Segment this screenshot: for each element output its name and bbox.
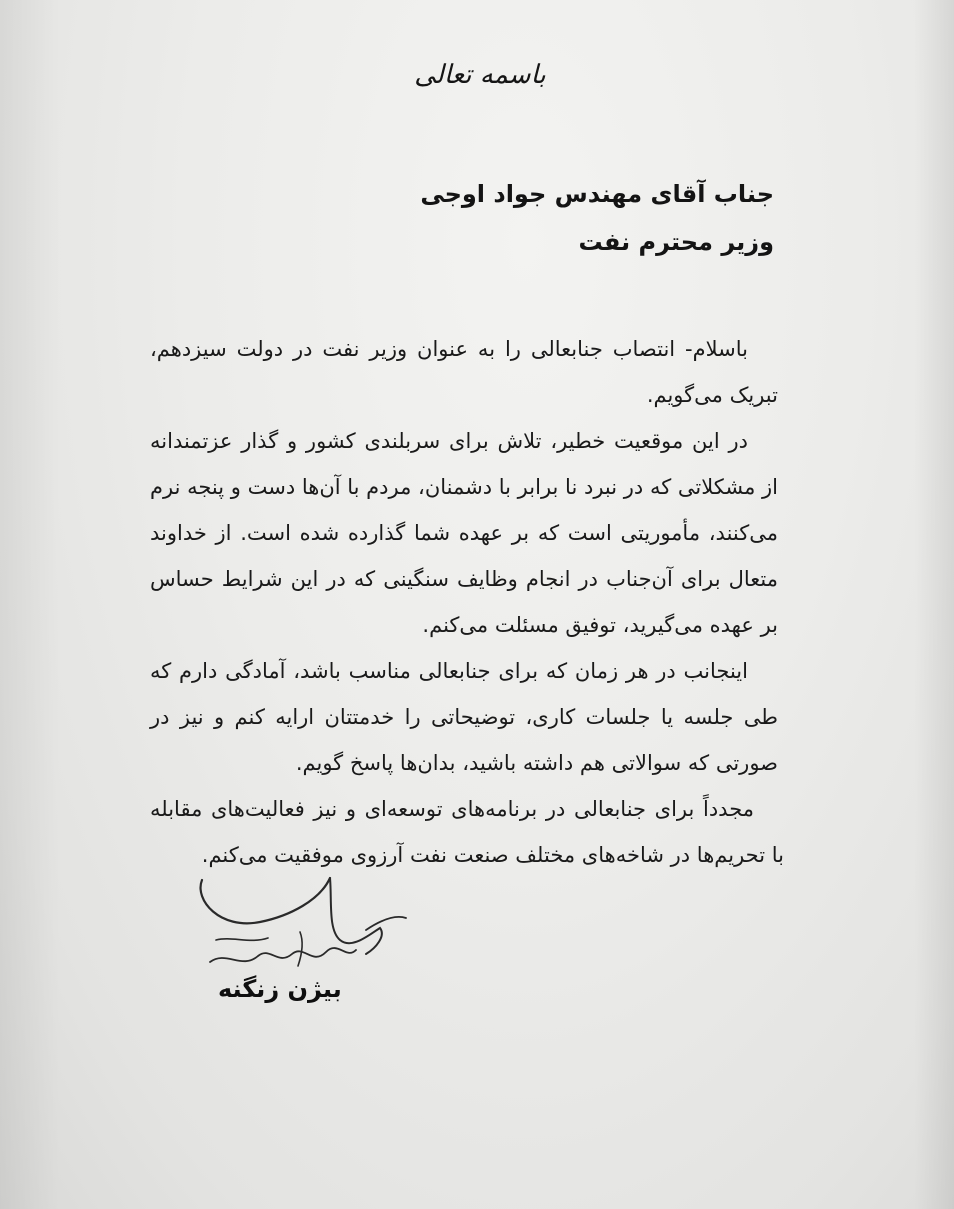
paragraph-mission: در این موقعیت خطیر، تلاش برای سربلندی کشور و گذار عزتمندانه از مشکلاتی که در نبرد نا برابر با دشمنان، مردم با آن‌ها دست و پنجه نرم می‌کنند، مأموریتی است که بر عهده شما گذارده شده است. از خداوند متعال برای آن‌جناب در انجام وظایف سنگینی که در این شرایط حساس بر عهده می‌گیرید، توفیق مسئلت می‌کنم. [150,429,778,637]
paragraph-closing: مجدداً برای جنابعالی در برنامه‌های توسعه‌ای و نیز فعالیت‌های مقابله با تحریم‌ها در شاخه‌های مختلف صنعت نفت آرزوی موفقیت می‌کنم. [150,797,784,867]
page-shadow-right [914,0,954,1209]
letter-body [150,326,784,878]
paragraph-availability: اینجانب در هر زمان که برای جنابعالی مناسب باشد، آمادگی دارم که طی جلسه یا جلسات کاری، توضیحاتی را خدمتتان ارایه کنم و نیز در صورتی که سوالاتی هم داشته باشید، بدان‌ها پاسخ گویم. [150,659,778,775]
addressee-title: وزیر محترم نفت [578,228,774,256]
page-shadow-left [0,0,60,1209]
invocation-heading: باسمه تعالی [414,60,546,90]
signer-name: بیژن زنگنه [218,975,342,1003]
addressee-name: جناب آقای مهندس جواد اوجی [420,180,774,208]
paragraph-greeting: باسلام- انتصاب جنابعالی را به عنوان وزیر نفت در دولت سیزدهم، تبریک می‌گویم. [150,337,778,407]
